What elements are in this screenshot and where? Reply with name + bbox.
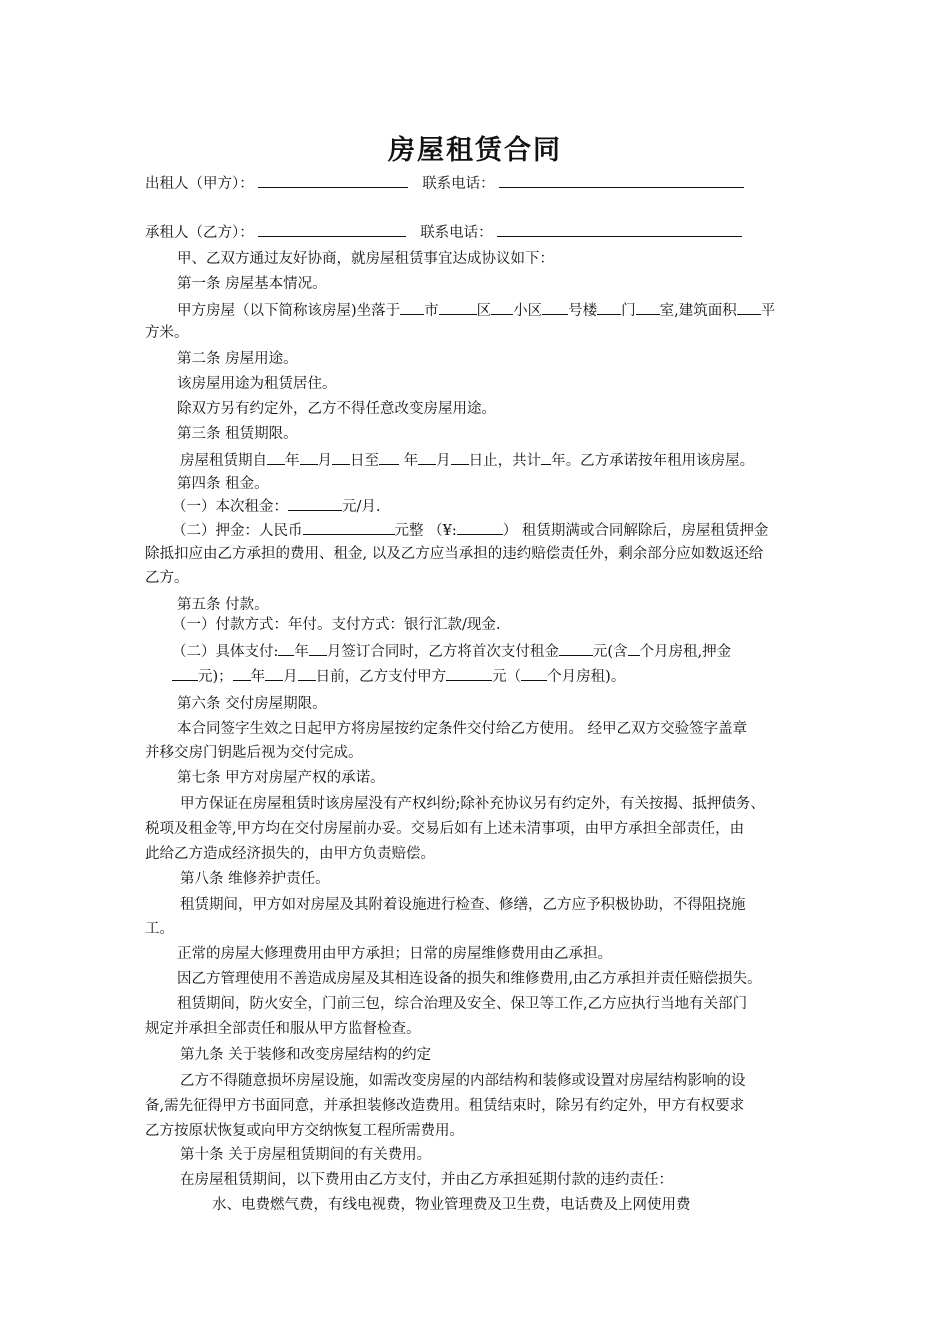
article-4-p1: （一）本次租金： 元/月. — [172, 495, 381, 517]
article-8-p4-cont: 规定并承担全部责任和服从甲方监督检查。 — [145, 1021, 421, 1037]
document-title: 房屋租赁合同 — [388, 135, 562, 166]
article-8-p3: 因乙方管理使用不善造成房屋及其相连设备的损失和维修费用,由乙方承担并责任赔偿损失。 — [177, 971, 762, 987]
article-6-p1-cont: 并移交房门钥匙后视为交付完成。 — [145, 745, 363, 761]
article-10-title: 第十条 关于房屋租赁期间的有关费用。 — [180, 1147, 432, 1163]
article-7-title: 第七条 甲方对房屋产权的承诺。 — [177, 770, 385, 786]
article-7-p1-end: 此给乙方造成经济损失的，由甲方负责赔偿。 — [145, 846, 435, 862]
article-2-title: 第二条 房屋用途。 — [177, 351, 298, 367]
article-4-p2: （二）押金：人民币 元整 （¥: ） 租赁期满或合同解除后，房屋租赁押金 — [172, 519, 768, 541]
lessor-label: 出租人（甲方）： — [145, 176, 254, 192]
article-2-p1: 该房屋用途为租赁居住。 — [177, 376, 337, 392]
article-2-p2: 除双方另有约定外，乙方不得任意改变房屋用途。 — [177, 401, 496, 417]
article-9-p1-cont: 备,需先征得甲方书面同意，并承担装修改造费用。租赁结束时，除另有约定外，甲方有权要求 — [145, 1098, 745, 1114]
article-9-p1: 乙方不得随意损坏房屋设施，如需改变房屋的内部结构和装修或设置对房屋结构影响的设 — [180, 1073, 746, 1089]
article-8-p1: 租赁期间，甲方如对房屋及其附着设施进行检查、修缮，乙方应予积极协助，不得阻挠施 — [180, 897, 746, 913]
article-4-p2-cont: 除抵扣应由乙方承担的费用、租金, 以及乙方应当承担的违约赔偿责任外，剩余部分应如数返还给 — [145, 546, 764, 562]
lessee-label: 承租人（乙方）： — [145, 225, 254, 241]
lessor-phone-label: 联系电话： — [422, 176, 495, 192]
article-7-p1-cont: 税项及租金等,甲方均在交付房屋前办妥。交易后如有上述未清事项，由甲方承担全部责任，由 — [145, 821, 745, 837]
lessee-phone-label: 联系电话： — [420, 225, 493, 241]
article-3-text: 房屋租赁期自 年 月 日至 年 月 日止，共计 年。乙方承诺按年租用该房屋。 — [180, 449, 754, 471]
article-9-p1-end: 乙方按原状恢复或向甲方交纳恢复工程所需费用。 — [145, 1123, 464, 1139]
article-1-text: 甲方房屋（以下简称该房屋)坐落于 市 区 小区 号楼 门 室,建筑面积 平 — [177, 299, 775, 321]
article-5-p2: （二）具体支付: 年 月签订合同时，乙方将首次支付租金 元(含 个月房租,押金 — [172, 640, 731, 662]
article-7-p1: 甲方保证在房屋租赁时该房屋没有产权纠纷;除补充协议另有约定外，有关按揭、抵押债务、 — [180, 796, 765, 812]
article-6-p1: 本合同签字生效之日起甲方将房屋按约定条件交付给乙方使用。 经甲乙双方交验签字盖章 — [177, 721, 748, 737]
lessor-phone-blank — [499, 172, 744, 188]
article-5-p1: （一）付款方式：年付。支付方式：银行汇款/现金. — [172, 617, 501, 633]
lessee-line — [145, 221, 742, 243]
article-4-p2-end: 乙方。 — [145, 570, 189, 586]
article-5-p2-cont: 元)； 年 月 日前，乙方支付甲方 元（ 个月房租)。 — [172, 665, 625, 687]
article-10-p2: 水、电费燃气费，有线电视费，物业管理费及卫生费，电话费及上网使用费 — [212, 1197, 691, 1213]
article-4-title: 第四条 租金。 — [177, 476, 269, 492]
article-10-p1: 在房屋租赁期间，以下费用由乙方支付，并由乙方承担延期付款的违约责任： — [180, 1172, 673, 1188]
article-3-title: 第三条 租赁期限。 — [177, 426, 298, 442]
article-5-title: 第五条 付款。 — [177, 597, 269, 613]
article-1-title: 第一条 房屋基本情况。 — [177, 276, 327, 292]
article-9-title: 第九条 关于装修和改变房屋结构的约定 — [180, 1047, 432, 1063]
article-8-p2: 正常的房屋大修理费用由甲方承担；日常的房屋维修费用由乙承担。 — [177, 946, 612, 962]
lessee-phone-blank — [497, 221, 742, 237]
intro-paragraph: 甲、乙双方通过友好协商，就房屋租赁事宜达成协议如下： — [177, 251, 554, 267]
article-8-title: 第八条 维修养护责任。 — [180, 871, 330, 887]
article-6-title: 第六条 交付房屋期限。 — [177, 696, 327, 712]
lessor-line — [145, 172, 744, 194]
article-8-p1-cont: 工。 — [145, 921, 174, 937]
article-1-text-cont: 方米。 — [145, 325, 189, 341]
lessee-name-blank — [258, 221, 406, 237]
lessor-name-blank — [258, 172, 408, 188]
article-8-p4: 租赁期间，防火安全，门前三包，综合治理及安全、保卫等工作,乙方应执行当地有关部门 — [177, 996, 748, 1012]
